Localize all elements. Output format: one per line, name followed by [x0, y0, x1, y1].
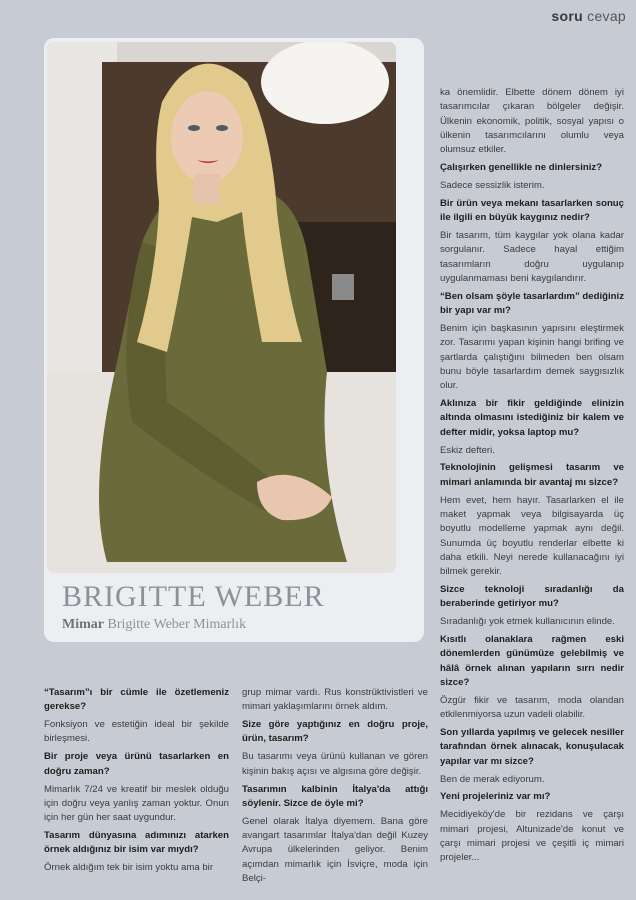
answer-text: Bir tasarım, tüm kaygılar yok olana kadar sorgulanır. Sadece hayal ettiğim tasarımların doğru uygulanıp uygulanmaması beni kaygılandırır. — [440, 230, 624, 284]
question-text: “Tasarım”ı bir cümle ile özetlemeniz gerekse? — [44, 687, 229, 713]
answer-text: Mecidiyeköy'de bir rezidans ve çarşı mimari projesi, Altunizade'de konut ve çarşı mimari projesi ve çeşitli iç mimari projeler... — [440, 809, 624, 864]
answer-text: Sadece sessizlik isterim. — [440, 179, 545, 191]
answer-text: Hem evet, hem hayır. Tasarlarken el ile maket yapmak veya bilgisayarda üç boyutlu modelleme yapmak aynı değil. Sunumda üç boyutlu renderlar elbette ki daha etkili. Neyi nerede kullanacağını iyi bilmek gerekir. — [440, 494, 624, 578]
answer-text: Ben de merak ediyorum. — [440, 773, 545, 785]
question-text: Teknolojinin gelişmesi tasarım ve mimari anlamında bir avantaj mı sizce? — [440, 462, 624, 488]
question-text: Tasarımın kalbinin İtalya'da attığı söylenir. Sizce de öyle mi? — [242, 783, 428, 809]
question-text: “Ben olsam şöyle tasarlardım” dediğiniz bir yapı var mı? — [440, 290, 624, 317]
answer-text: Örnek aldığım tek bir isim yoktu ama bir — [44, 862, 214, 874]
question-text: Tasarım dünyasına adımınızı atarken örnek aldığınız bir isim var mıydı? — [44, 830, 229, 856]
question-text: Kısıtlı olanaklara rağmen eski dönemlerden günümüze gelebilmiş ve hâlâ örnek alınan yapıların sırrı nedir sizce? — [440, 634, 624, 688]
question-text: Aklınıza bir fikir geldiğinde elinizin altında olmasını istediğiniz bir kalem ve defter midir, yoksa laptop mu? — [440, 398, 624, 438]
question-text: Size göre yaptığınız en doğru proje, ürün, tasarım? — [242, 719, 428, 745]
question-text: Çalışırken genellikle ne dinlersiniz? — [440, 162, 603, 174]
question-text: Yeni projeleriniz var mı? — [440, 791, 551, 803]
interview-column-bottom-middle — [242, 686, 428, 890]
person-role: Mimar — [62, 617, 104, 632]
answer-text: Fonksiyon ve estetiğin ideal bir şekilde birleşmesi. — [44, 719, 229, 745]
answer-text: Eskiz defteri. — [440, 444, 495, 456]
question-text: Bir ürün veya mekanı tasarlarken sonuç ile ilgili en büyük kaygınız nedir? — [440, 197, 624, 224]
portrait-photo — [47, 42, 396, 573]
answer-text: ka önemlidir. Elbette dönem dönem iyi tasarımcılar çıkaran bölgeler değişir. Ülkenin ekonomik, politik, sosyal yapısı o ülkenin tasarımcılarını olumlu veya olumsuz etkiler. — [440, 87, 624, 156]
person-company: Brigitte Weber Mimarlık — [107, 617, 247, 632]
header-soru: soru — [551, 8, 583, 24]
interview-column-right — [440, 86, 624, 869]
answer-text: Genel olarak İtalya diyemem. Bana göre avangart tasarımlar İtalya'dan değil Kuzey Avrupa ülkelerinden geliyor. Benim açımdan mimarlık için İsviçre, moda için Belçi- — [242, 815, 428, 884]
portrait-illustration — [47, 42, 396, 573]
person-name: BRIGITTE WEBER — [62, 580, 325, 613]
section-header — [551, 8, 626, 24]
answer-text: Benim için başkasının yapısını eleştirmek zor. Tasarımı yapan kişinin hangi brifing ve şartlarda çalıştığını bilmeden ben olsam bunu böyle tasarlardım demek saygısızlık olur. — [440, 323, 624, 392]
answer-text: Özgür fikir ve tasarım, moda olandan etkilenmiyorsa uzun vadeli olabilir. — [440, 694, 624, 721]
answer-text: Sıradanlığı yok etmek kullanıcının elinde. — [440, 616, 615, 628]
header-cevap: cevap — [587, 8, 626, 24]
answer-text: grup mimar vardı. Rus konstrüktivistleri ve mimari yaklaşımlarını örnek aldım. — [242, 687, 428, 713]
question-text: Bir proje veya ürünü tasarlarken en doğru zaman? — [44, 751, 229, 777]
question-text: Son yıllarda yapılmış ve gelecek nesiller tarafından örnek alınacak, konuşulacak yapılar var mı sizce? — [440, 727, 624, 767]
question-text: Sizce teknoloji sıradanlığı da beraberinde getiriyor mu? — [440, 584, 624, 610]
interview-column-bottom-left — [44, 686, 229, 879]
person-subtitle — [62, 617, 246, 633]
answer-text: Bu tasarımı veya ürünü kullanan ve gören kişinin bakış açısı ve algısına göre değişir. — [242, 751, 428, 777]
answer-text: Mimarlık 7/24 ve kreatif bir meslek olduğu için doğru veya yanlış zaman yoktur. Onun için her gün her saat uygundur. — [44, 783, 229, 824]
